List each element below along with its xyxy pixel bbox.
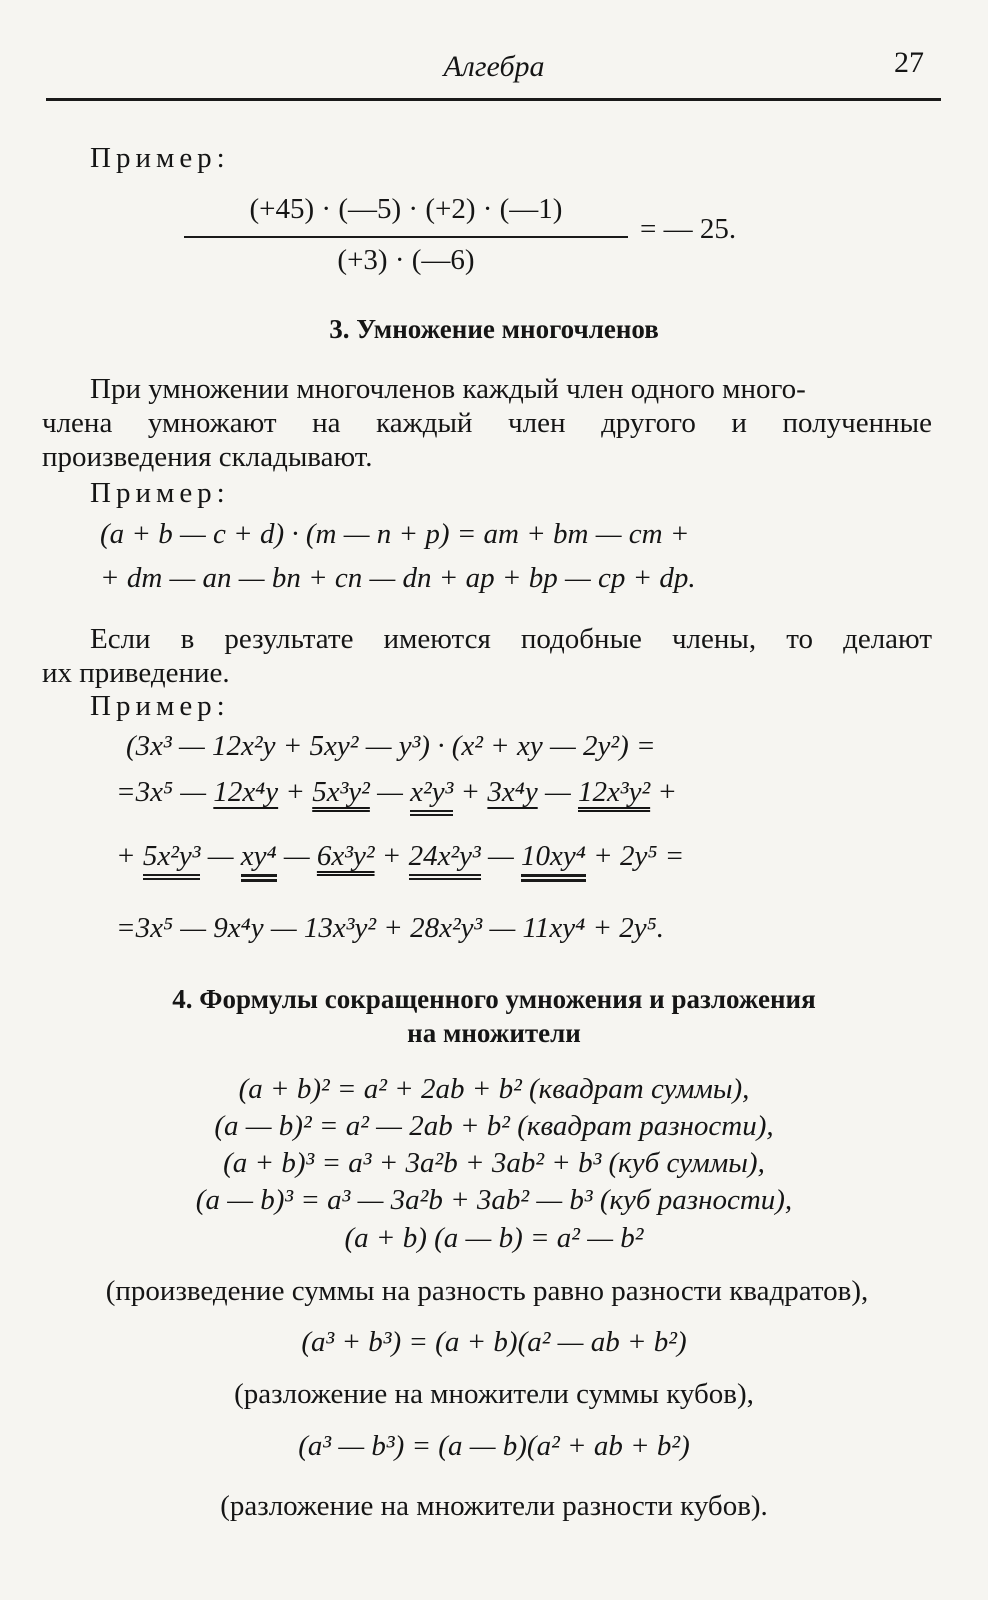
term: — bbox=[537, 776, 578, 808]
like-term-b: 5x³y² bbox=[312, 776, 370, 808]
running-title: Алгебра bbox=[443, 50, 545, 83]
like-term-a: 3x⁴y bbox=[487, 776, 538, 808]
term: =3x⁵ — bbox=[116, 776, 214, 808]
product-example-line-1: (a + b — c + d) · (m — n + p) = am + bm — cm + bbox=[100, 518, 690, 550]
page-number: 27 bbox=[894, 46, 924, 79]
paragraph-1-line-2: члена умножают на каждый член другого и полученные bbox=[42, 407, 932, 439]
formula-cube-sum: (a + b)³ = a³ + 3a²b + 3ab² + b³ (куб суммы), bbox=[223, 1147, 765, 1179]
formula-square-sum: (a + b)² = a² + 2ab + b² (квадрат суммы), bbox=[238, 1073, 750, 1105]
like-term-a: 12x⁴y bbox=[213, 776, 279, 808]
term: + bbox=[278, 776, 313, 808]
term: — bbox=[200, 840, 241, 872]
example-label-1: Пример: bbox=[90, 142, 230, 174]
paragraph-1-line-3: произведения складывают. bbox=[42, 441, 373, 473]
section-3-heading: 3. Умножение многочленов bbox=[329, 314, 659, 344]
formula-sum-of-cubes: (a³ + b³) = (a + b)(a² — ab + b²) bbox=[301, 1326, 687, 1358]
term: + 2y⁵ = bbox=[585, 840, 685, 872]
fraction-denominator: (+3) · (—6) bbox=[337, 244, 475, 276]
note-difference-of-squares: (произведение суммы на разность равно разности квадратов), bbox=[105, 1275, 869, 1307]
like-term-c: 24x²y³ bbox=[409, 840, 481, 880]
polynomial-line-2 bbox=[116, 776, 677, 809]
example-label-2: Пример: bbox=[90, 477, 230, 509]
like-term-c: 5x²y³ bbox=[143, 840, 201, 880]
header-rule bbox=[46, 98, 941, 101]
polynomial-line-3 bbox=[116, 840, 684, 873]
term: + bbox=[116, 840, 143, 872]
formula-square-difference: (a — b)² = a² — 2ab + b² (квадрат разности), bbox=[214, 1110, 774, 1142]
like-term-d: xy⁴ bbox=[241, 840, 277, 882]
formula-cube-difference: (a — b)³ = a³ — 3a²b + 3ab² — b³ (куб разности), bbox=[195, 1184, 793, 1216]
like-term-b: 6x³y² bbox=[316, 840, 375, 872]
section-3-paragraph-1 bbox=[42, 372, 932, 474]
polynomial-line-4: =3x⁵ — 9x⁴y — 13x³y² + 28x²y³ — 11xy⁴ + 2y⁵. bbox=[116, 912, 664, 944]
like-term-b: 12x³y² bbox=[578, 776, 651, 808]
paragraph-2-line-2: их приведение. bbox=[42, 657, 230, 689]
term: + bbox=[453, 776, 488, 808]
section-4-heading-line-2: на множители bbox=[407, 1018, 581, 1048]
like-term-c: x²y³ bbox=[410, 776, 453, 816]
fraction-result: = — 25. bbox=[640, 213, 737, 245]
term: — bbox=[276, 840, 317, 872]
fraction-numerator: (+45) · (—5) · (+2) · (—1) bbox=[249, 193, 563, 225]
term: + bbox=[374, 840, 409, 872]
polynomial-line-1: (3x³ — 12x²y + 5xy² — y³) · (x² + xy — 2y²) = bbox=[126, 730, 656, 762]
fraction-bar bbox=[184, 236, 628, 238]
section-4-heading-line-1: 4. Формулы сокращенного умножения и разложения bbox=[172, 984, 816, 1014]
formula-difference-of-squares: (a + b) (a — b) = a² — b² bbox=[344, 1222, 644, 1254]
example-label-3: Пример: bbox=[90, 690, 230, 722]
like-term-d: 10xy⁴ bbox=[521, 840, 586, 882]
paragraph-1-line-1: При умножении многочленов каждый член одного много- bbox=[90, 373, 806, 405]
paragraph-2-line-1: Если в результате имеются подобные члены, то делают bbox=[90, 623, 932, 655]
product-example-line-2: + dm — an — bn + cn — dn + ap + bp — cp + dp. bbox=[100, 562, 696, 594]
term: + bbox=[650, 776, 677, 808]
term: — bbox=[480, 840, 522, 872]
formula-difference-of-cubes: (a³ — b³) = (a — b)(a² + ab + b²) bbox=[298, 1430, 690, 1462]
note-sum-of-cubes: (разложение на множители суммы кубов), bbox=[234, 1378, 754, 1410]
term: — bbox=[369, 776, 411, 808]
section-3-paragraph-2 bbox=[42, 622, 932, 690]
note-difference-of-cubes: (разложение на множители разности кубов). bbox=[220, 1490, 768, 1522]
